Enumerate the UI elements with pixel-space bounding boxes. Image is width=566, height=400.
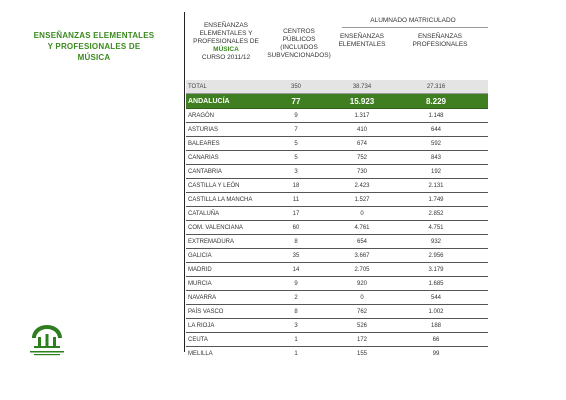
- header-line: PROFESIONALES DE: [193, 38, 259, 45]
- cell-elementales: 155: [356, 351, 367, 357]
- header-line: ELEMENTALES: [338, 41, 386, 48]
- cell-profesionales: 544: [430, 295, 441, 301]
- row-label: LA RIOJA: [188, 323, 215, 329]
- data-table: [186, 80, 488, 361]
- cell-centros: 8: [294, 239, 298, 245]
- cell-profesionales: 8.229: [425, 97, 447, 106]
- cell-centros: 11: [292, 197, 300, 203]
- row-label: TOTAL: [188, 84, 207, 90]
- cell-profesionales: 192: [430, 169, 441, 175]
- cell-centros: 1: [294, 337, 298, 343]
- cell-centros: 9: [294, 113, 298, 119]
- total-row: [186, 80, 488, 94]
- cell-elementales: 920: [356, 281, 367, 287]
- cell-elementales: 4.761: [354, 225, 370, 231]
- cell-elementales: 526: [356, 323, 367, 329]
- cell-profesionales: 99: [432, 351, 440, 357]
- cell-centros: 17: [292, 211, 300, 217]
- title-line: ENSEÑANZAS ELEMENTALES: [33, 31, 155, 40]
- cell-centros: 18: [292, 183, 300, 189]
- row-label: BALEARES: [188, 141, 220, 147]
- table-row: [186, 221, 488, 235]
- cell-profesionales: 843: [430, 155, 441, 161]
- cell-elementales: 730: [356, 169, 367, 175]
- header-alumnado-rule: [342, 27, 488, 28]
- header-profesionales: [400, 33, 480, 49]
- table-row: [186, 165, 488, 179]
- cell-centros: 1: [294, 351, 298, 357]
- header-line: CENTROS: [283, 28, 315, 35]
- cell-profesionales: 188: [430, 323, 441, 329]
- table-row: [186, 263, 488, 277]
- cell-elementales: 0: [360, 295, 364, 301]
- cell-profesionales: 66: [432, 337, 440, 343]
- header-line: SUBVENCIONADOS): [267, 52, 331, 59]
- table-row: [186, 319, 488, 333]
- document-title: [8, 30, 180, 63]
- cell-profesionales: 592: [430, 141, 441, 147]
- row-label: ANDALUCÍA: [188, 98, 230, 105]
- cell-centros: 60: [292, 225, 300, 231]
- cell-profesionales: 644: [430, 127, 441, 133]
- cell-profesionales: 27.316: [426, 84, 446, 90]
- cell-centros: 9: [294, 281, 298, 287]
- cell-elementales: 2.705: [354, 267, 370, 273]
- table-row: [186, 137, 488, 151]
- table-row: [186, 347, 488, 361]
- cell-elementales: 752: [356, 155, 367, 161]
- cell-profesionales: 1.148: [428, 113, 444, 119]
- header-musica: MÚSICA: [213, 46, 239, 53]
- cell-centros: 3: [294, 323, 298, 329]
- cell-centros: 8: [294, 309, 298, 315]
- cell-profesionales: 1.749: [428, 197, 444, 203]
- header-line: ENSEÑANZAS: [417, 33, 463, 40]
- cell-profesionales: 2.956: [428, 253, 444, 259]
- cell-elementales: 654: [356, 239, 367, 245]
- table-row: [186, 249, 488, 263]
- cell-elementales: 172: [356, 337, 367, 343]
- cell-centros: 2: [294, 295, 298, 301]
- cell-elementales: 410: [356, 127, 367, 133]
- cell-elementales: 15.923: [349, 97, 375, 106]
- cell-centros: 14: [292, 267, 300, 273]
- table-row: [186, 179, 488, 193]
- row-label: ARAGÓN: [188, 113, 215, 119]
- row-label: MURCIA: [188, 281, 212, 287]
- row-label: CATALUÑA: [188, 211, 220, 217]
- cell-elementales: 3.667: [354, 253, 370, 259]
- row-label: GALICIA: [188, 253, 212, 259]
- cell-centros: 7: [294, 127, 298, 133]
- cell-centros: 77: [291, 97, 301, 106]
- title-line: MÚSICA: [77, 53, 111, 62]
- header-line: ELEMENTALES Y: [199, 30, 253, 37]
- table-row: [186, 207, 488, 221]
- table-row: [186, 109, 488, 123]
- cell-profesionales: 1.685: [428, 281, 444, 287]
- cell-centros: 35: [292, 253, 300, 259]
- cell-centros: 350: [290, 84, 301, 90]
- table-row: [186, 123, 488, 137]
- header-alumnado: ALUMNADO MATRICULADO: [370, 17, 456, 24]
- cell-elementales: 0: [360, 211, 364, 217]
- row-label: CASTILLA LA MANCHA: [188, 197, 253, 203]
- cell-profesionales: 4.751: [428, 225, 444, 231]
- cell-elementales: 2.423: [354, 183, 370, 189]
- cell-centros: 3: [294, 169, 298, 175]
- header-centros: [266, 28, 332, 60]
- title-line: Y PROFESIONALES DE: [47, 42, 141, 51]
- junta-andalucia-logo: [22, 322, 72, 358]
- row-label: EXTREMADURA: [188, 239, 235, 245]
- cell-elementales: 674: [356, 141, 367, 147]
- cell-profesionales: 932: [430, 239, 441, 245]
- cell-profesionales: 2.852: [428, 211, 444, 217]
- header-line: ENSEÑANZAS: [339, 33, 385, 40]
- row-label: CEUTA: [188, 337, 208, 343]
- andalucia-row: [186, 94, 488, 109]
- row-label: COM. VALENCIANA: [188, 225, 243, 231]
- row-label: CANARIAS: [188, 155, 219, 161]
- header-ensenanzas: [186, 22, 266, 62]
- cell-elementales: 1.527: [354, 197, 370, 203]
- header-elementales: [332, 33, 392, 49]
- table-row: [186, 235, 488, 249]
- table-row: [186, 333, 488, 347]
- cell-centros: 5: [294, 155, 298, 161]
- row-label: CASTILLA Y LEÓN: [188, 183, 240, 189]
- row-label: CANTABRIA: [188, 169, 222, 175]
- table-row: [186, 291, 488, 305]
- cell-profesionales: 2.131: [428, 183, 444, 189]
- row-label: MELILLA: [188, 351, 213, 357]
- header-line: PÚBLICOS: [282, 36, 316, 43]
- row-label: NAVARRA: [188, 295, 217, 301]
- cell-profesionales: 3.179: [428, 267, 444, 273]
- row-label: MADRID: [188, 267, 212, 273]
- table-row: [186, 305, 488, 319]
- table-row: [186, 277, 488, 291]
- header-line: (INCLUIDOS: [280, 44, 318, 51]
- row-label: PAÍS VASCO: [188, 309, 224, 315]
- header-line: ENSEÑANZAS: [203, 22, 249, 29]
- header-line: PROFESIONALES: [412, 41, 468, 48]
- cell-profesionales: 1.002: [428, 309, 444, 315]
- cell-elementales: 762: [356, 309, 367, 315]
- row-label: ASTURIAS: [188, 127, 219, 133]
- cell-elementales: 1.317: [354, 113, 370, 119]
- table-row: [186, 151, 488, 165]
- table-row: [186, 193, 488, 207]
- cell-elementales: 38.734: [352, 84, 372, 90]
- header-course: CURSO 2011/12: [201, 54, 251, 61]
- table-left-rule: [184, 12, 185, 352]
- cell-centros: 5: [294, 141, 298, 147]
